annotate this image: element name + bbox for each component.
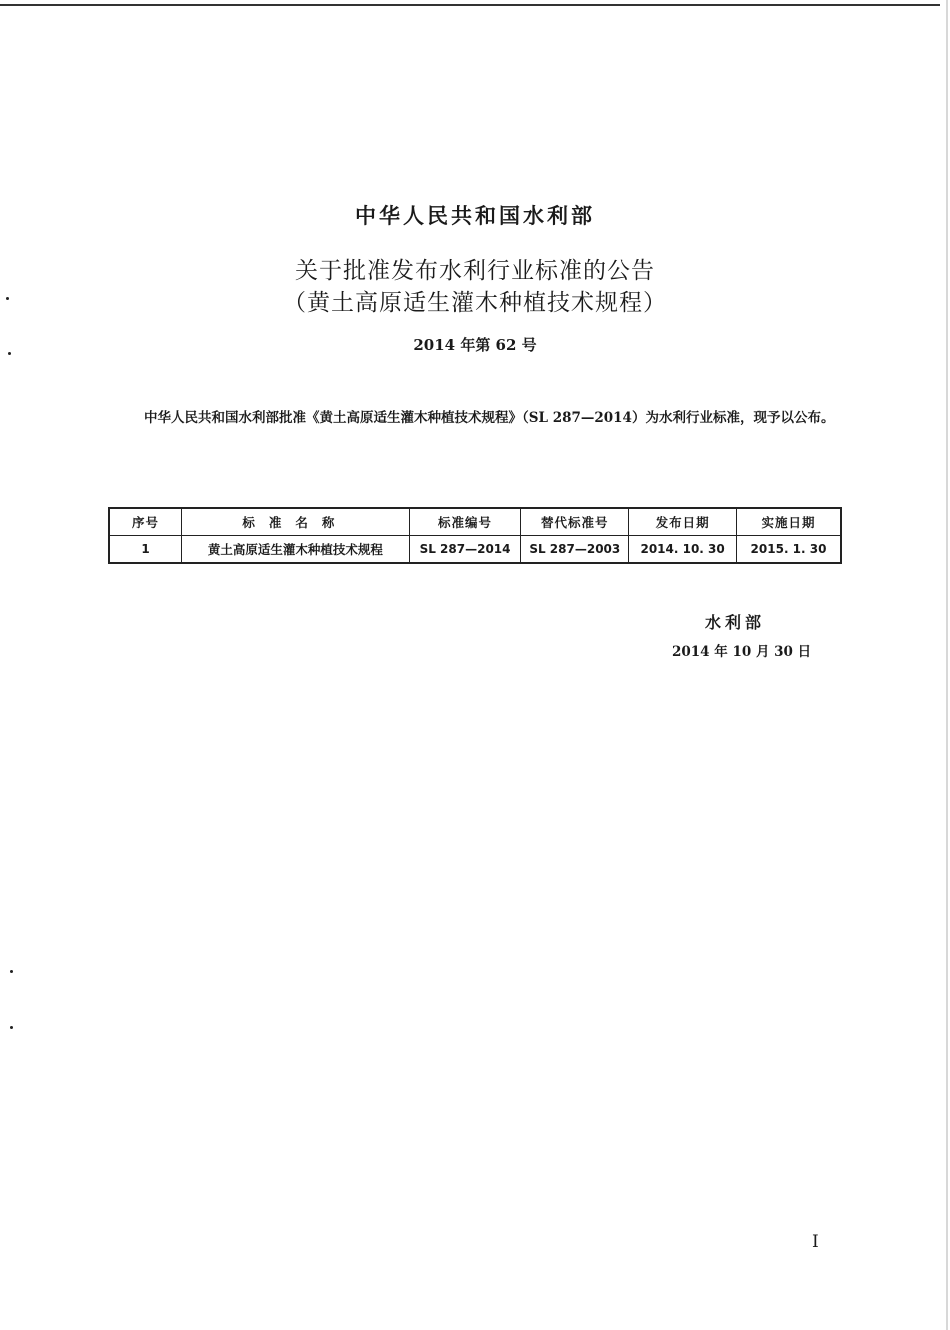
announcement-title: 关于批准发布水利行业标准的公告 (295, 258, 655, 284)
table-header-row (109, 508, 841, 536)
page-number: I (812, 1232, 819, 1252)
issuer-heading: 中华人民共和国水利部 (355, 203, 595, 228)
scan-speck (6, 297, 9, 300)
header-replaced-code: 替代标准号 (521, 508, 629, 536)
header-effective-date: 实施日期 (737, 508, 841, 536)
header-standard-name: 标准名称 (182, 508, 410, 536)
signature-date: 2014 年 10 月 30 日 (672, 644, 812, 660)
scan-speck (10, 1026, 13, 1029)
table-row (109, 536, 841, 564)
header-serial: 序号 (109, 508, 182, 536)
announcement-subtitle: （黄土高原适生灌木种植技术规程） (283, 290, 667, 316)
cell-serial: 1 (109, 536, 182, 564)
scan-speck (10, 970, 13, 973)
cell-standard-code: SL 287—2014 (409, 536, 521, 564)
cell-standard-name: 黄土高原适生灌木种植技术规程 (182, 536, 410, 564)
standards-table (108, 507, 842, 564)
announcement-body: 中华人民共和国水利部批准《黄土高原适生灌木种植技术规程》（SL 287—2014）为水利行业标准，现予以公布。 (144, 410, 835, 426)
signature-organization: 水利部 (705, 613, 766, 632)
cell-effective-date: 2015. 1. 30 (737, 536, 841, 564)
cell-replaced-code: SL 287—2003 (521, 536, 629, 564)
header-standard-code: 标准编号 (409, 508, 521, 536)
top-rule (0, 4, 940, 6)
cell-publish-date: 2014. 10. 30 (629, 536, 737, 564)
scan-speck (8, 352, 11, 355)
header-publish-date: 发布日期 (629, 508, 737, 536)
announcement-number: 2014 年第 62 号 (413, 336, 537, 354)
